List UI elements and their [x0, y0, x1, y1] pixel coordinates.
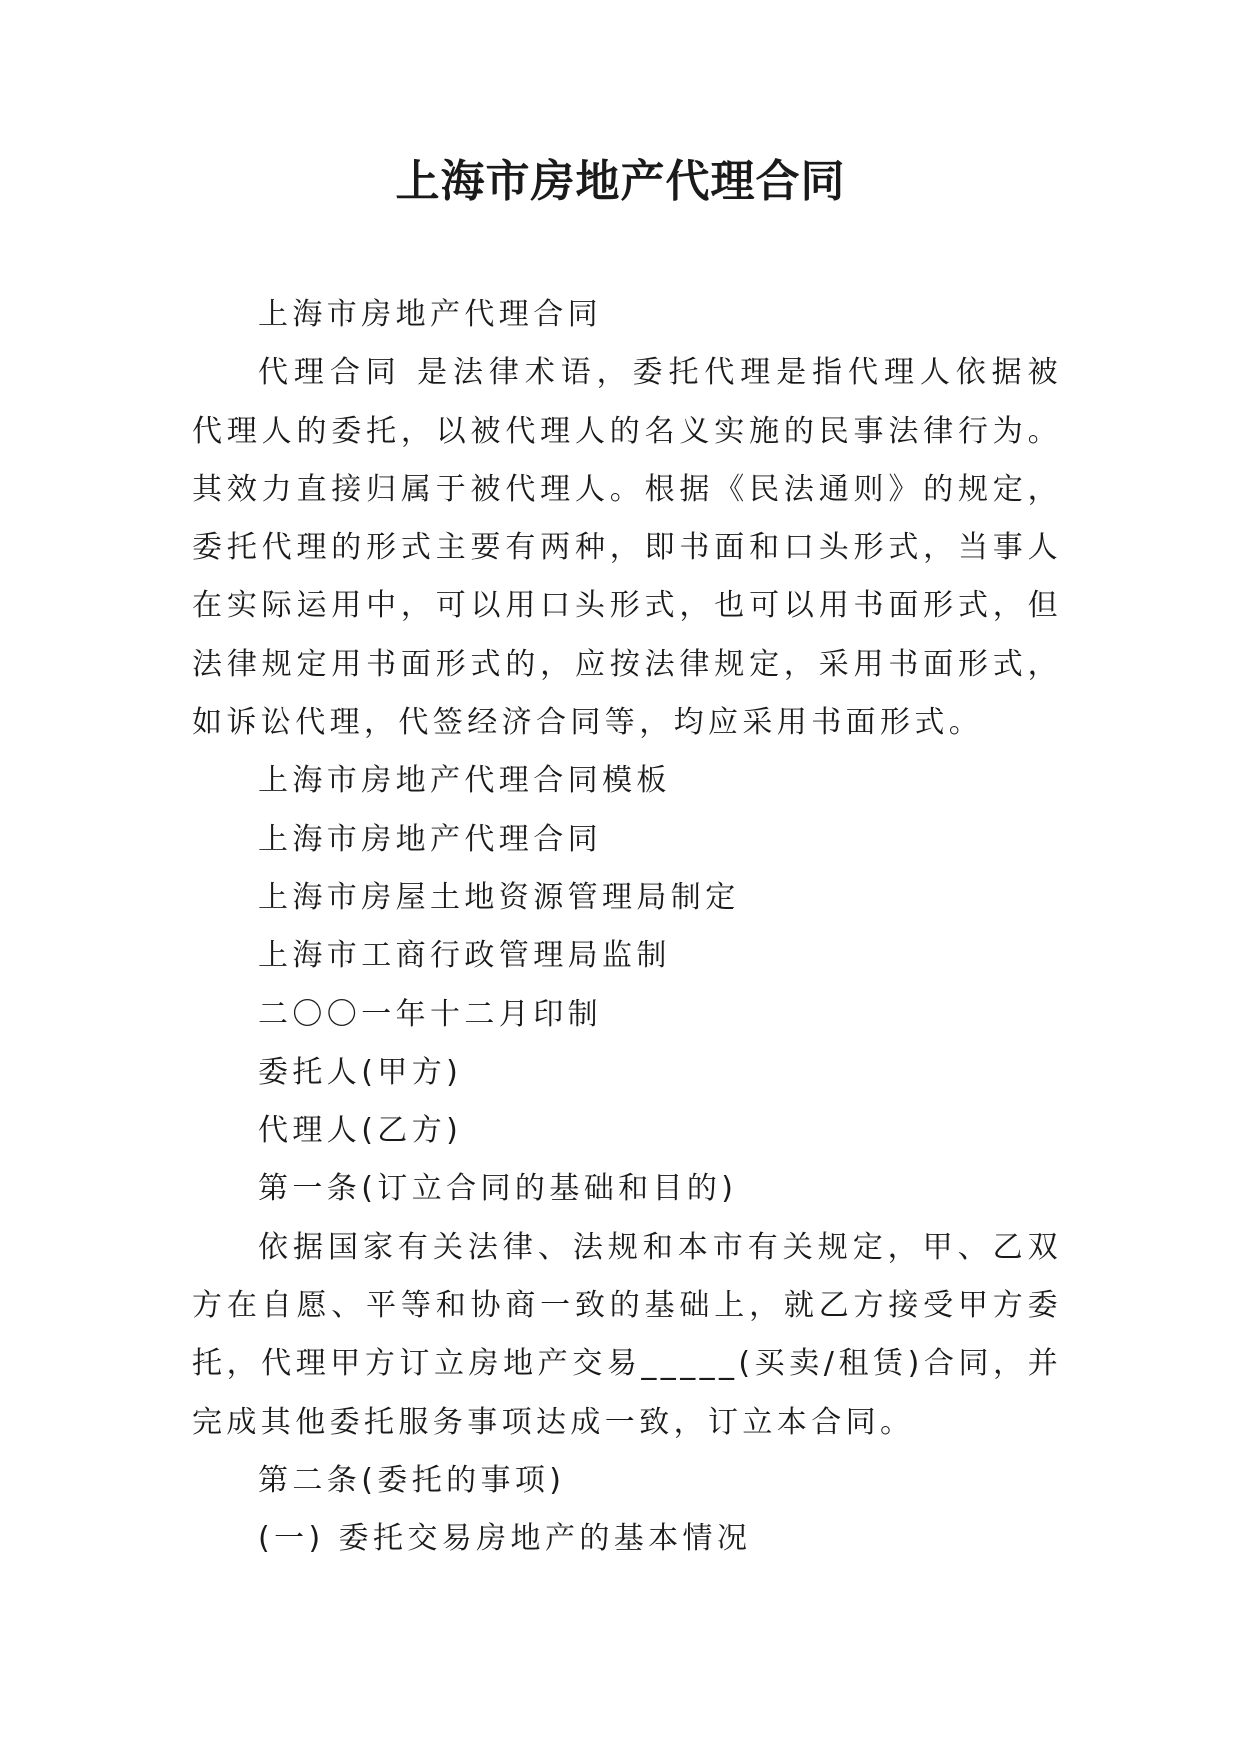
article-1-text: 依据国家有关法律、法规和本市有关规定，甲、乙双方在自愿、平等和协商一致的基础上，就乙方接受甲方委托，代理甲方订立房地产交易_____(买卖/租赁)合同，并完成其他委托服务事项达成一致，订立本合同。 — [192, 1229, 1062, 1440]
article-2-heading: 第二条(委托的事项) — [258, 1462, 566, 1498]
document-title: 上海市房地产代理合同 — [395, 156, 846, 207]
paragraph-definition: 代理合同 是法律术语，委托代理是指代理人依据被代理人的委托，以被代理人的名义实施的民事法律行为。其效力直接归属于被代理人。根据《民法通则》的规定，委托代理的形式主要有两种，即书面和口头形式，当事人在实际运用中，可以用口头形式，也可以用书面形式，但法律规定用书面形式的，应按法律规定，采用书面形式，如诉讼代理，代签经济合同等，均应采用书面形式。 — [192, 355, 1062, 741]
paragraph-print-date: 二〇〇一年十二月印制 — [258, 996, 602, 1032]
article-2-item-1: (一) 委托交易房地产的基本情况 — [258, 1521, 752, 1557]
paragraph-contract-name: 上海市房地产代理合同 — [258, 821, 602, 857]
paragraph-template-title: 上海市房地产代理合同模板 — [258, 763, 671, 799]
paragraph-issuer: 上海市房屋土地资源管理局制定 — [258, 879, 740, 915]
paragraph-supervisor: 上海市工商行政管理局监制 — [258, 938, 671, 974]
paragraph-party-a: 委托人(甲方) — [258, 1054, 463, 1090]
document-body — [192, 286, 1062, 1569]
paragraph-heading-repeat: 上海市房地产代理合同 — [258, 297, 602, 332]
paragraph-party-b: 代理人(乙方) — [258, 1113, 463, 1149]
article-1-heading: 第一条(订立合同的基础和目的) — [258, 1171, 738, 1207]
